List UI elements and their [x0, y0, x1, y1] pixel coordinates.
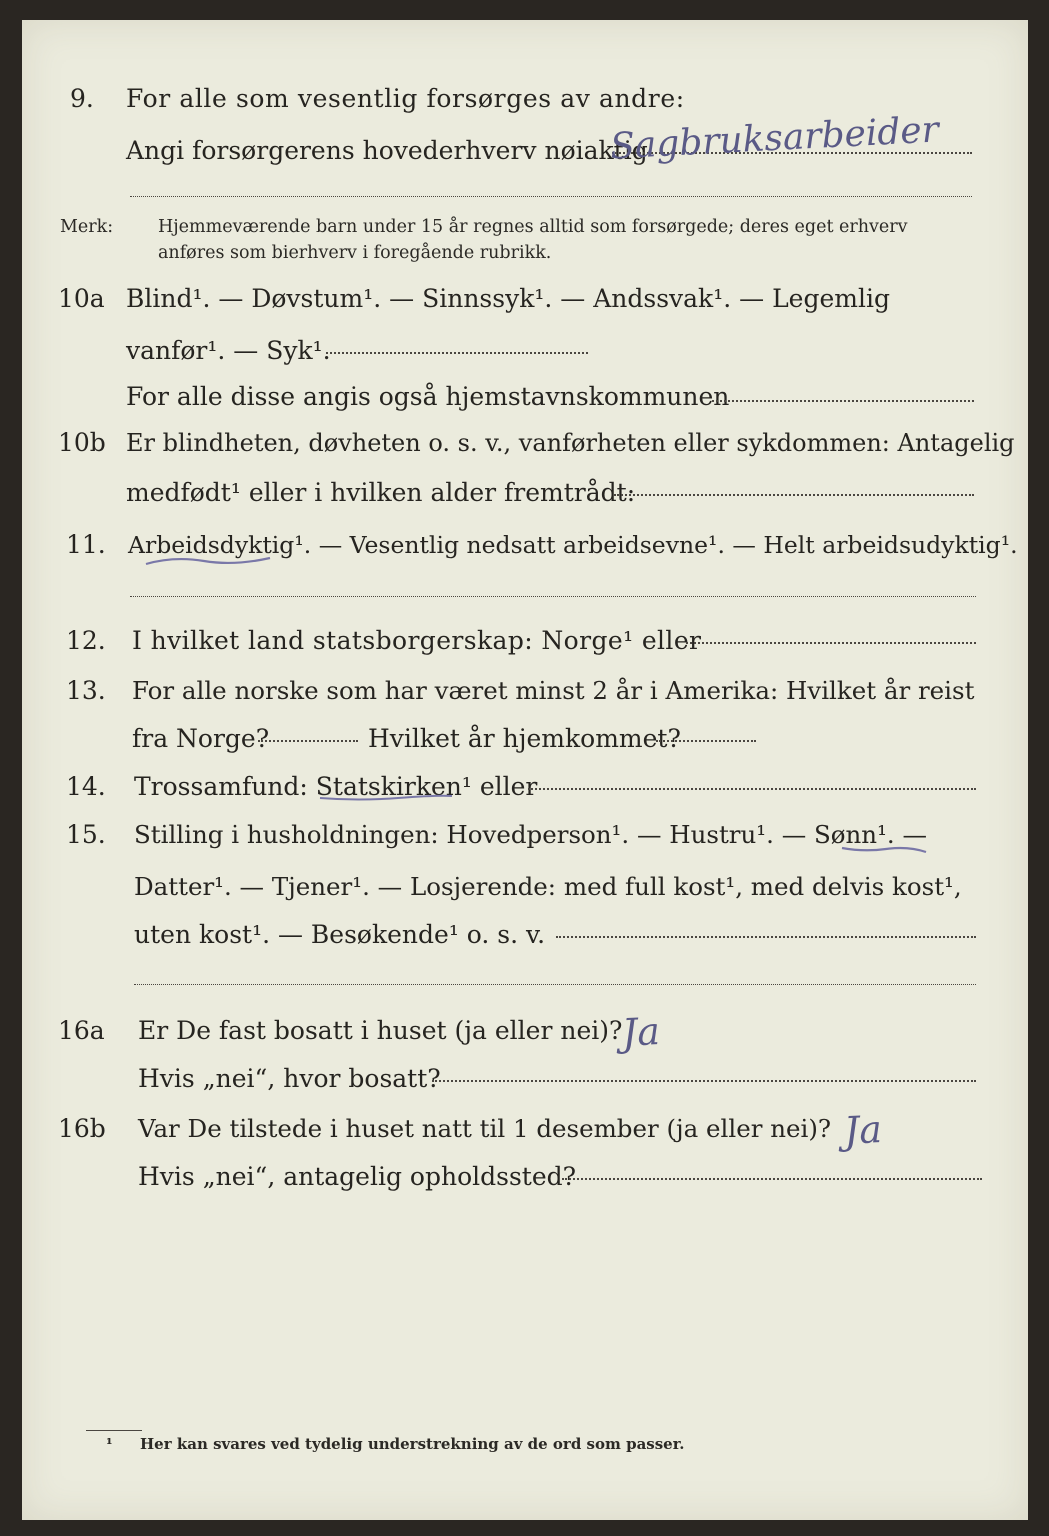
q14-trossamfund-line: [528, 788, 976, 790]
q16a-line1: Er De fast bosatt i huset (ja eller nei)?: [138, 1016, 623, 1045]
q16a-handwritten-answer: Ja: [620, 1009, 662, 1055]
q14-line1: Trossamfund: Statskirken¹ eller: [134, 772, 538, 801]
q10b-line2: medfødt¹ eller i hvilken alder fremtrådt:: [126, 478, 636, 507]
q10a-syk-line: [326, 352, 588, 354]
q10b-number: 10b: [58, 428, 106, 457]
q10a-line3: For alle disse angis også hjemstavnskommunen: [126, 382, 730, 411]
merk-line2: anføres som bierhverv i foregående rubrikk.: [158, 243, 552, 263]
q13-line1: For alle norske som har været minst 2 år i Amerika: Hvilket år reist: [132, 676, 975, 705]
q16b-number: 16b: [58, 1114, 106, 1143]
q16a-number: 16a: [58, 1016, 105, 1045]
q15-rule: [134, 984, 976, 985]
q13-hjemkommet-line: [656, 740, 756, 742]
q15-line3: uten kost¹. — Besøkende¹ o. s. v.: [134, 920, 546, 949]
q9-number: 9.: [70, 84, 94, 113]
merk-label: Merk:: [60, 217, 114, 237]
q9-rule: [130, 196, 972, 197]
q11-handwritten-underline: [144, 554, 274, 568]
q16b-line2: Hvis „nei“, antagelig opholdssted?: [138, 1162, 577, 1191]
q11-number: 11.: [66, 530, 106, 559]
q10b-alder-line: [614, 494, 974, 496]
q11-line1: Arbeidsdyktig¹. — Vesentlig nedsatt arbeidsevne¹. — Helt arbeidsudyktig¹.: [128, 531, 1018, 559]
q9-line2: Angi forsørgerens hovederhverv nøiaktig: [126, 136, 648, 165]
q9-line1: For alle som vesentlig forsørges av andre:: [126, 84, 685, 113]
q16a-bosatt-line: [432, 1080, 976, 1082]
q15-stilling-line: [556, 936, 976, 938]
census-form-page: [22, 20, 1028, 1520]
q13-line2a: fra Norge?: [132, 724, 270, 753]
q15-number: 15.: [66, 820, 106, 849]
q16b-opholdssted-line: [562, 1178, 982, 1180]
q10b-line1: Er blindheten, døvheten o. s. v., vanførheten eller sykdommen: Antagelig: [126, 429, 1015, 457]
q10a-line2: vanfør¹. — Syk¹.: [126, 336, 331, 365]
q12-line1: I hvilket land statsborgerskap: Norge¹ eller: [132, 626, 702, 655]
q14-handwritten-underline: [318, 792, 458, 804]
footnote-mark: ¹: [106, 1435, 113, 1453]
q15-line2: Datter¹. — Tjener¹. — Losjerende: med full kost¹, med delvis kost¹,: [134, 872, 962, 901]
q11-rule: [130, 596, 976, 597]
q10a-number: 10a: [58, 284, 105, 313]
q13-reist-line: [258, 740, 358, 742]
footnote-text: Her kan svares ved tydelig understrekning av de ord som passer.: [140, 1435, 685, 1453]
q13-number: 13.: [66, 676, 106, 705]
merk-line1: Hjemmeværende barn under 15 år regnes alltid som forsørgede; deres eget erhverv: [158, 217, 908, 237]
q10a-kommune-line: [712, 400, 974, 402]
q16b-line1: Var De tilstede i huset natt til 1 desember (ja eller nei)?: [138, 1114, 832, 1143]
q10a-line1: Blind¹. — Døvstum¹. — Sinnssyk¹. — Andssvak¹. — Legemlig: [126, 284, 890, 313]
q16a-line2: Hvis „nei“, hvor bosatt?: [138, 1064, 441, 1093]
q15-line1: Stilling i husholdningen: Hovedperson¹. — Hustru¹. — Sønn¹. —: [134, 820, 927, 849]
footnote-rule: [86, 1430, 142, 1431]
q16b-handwritten-answer: Ja: [842, 1107, 884, 1153]
q15-handwritten-underline: [840, 842, 930, 856]
q12-number: 12.: [66, 626, 106, 655]
q12-land-line: [686, 642, 976, 644]
q14-number: 14.: [66, 772, 106, 801]
q9-handwritten-answer: Sagbruksarbeider: [609, 109, 940, 168]
q13-line2b: Hvilket år hjemkommet?: [368, 724, 681, 753]
